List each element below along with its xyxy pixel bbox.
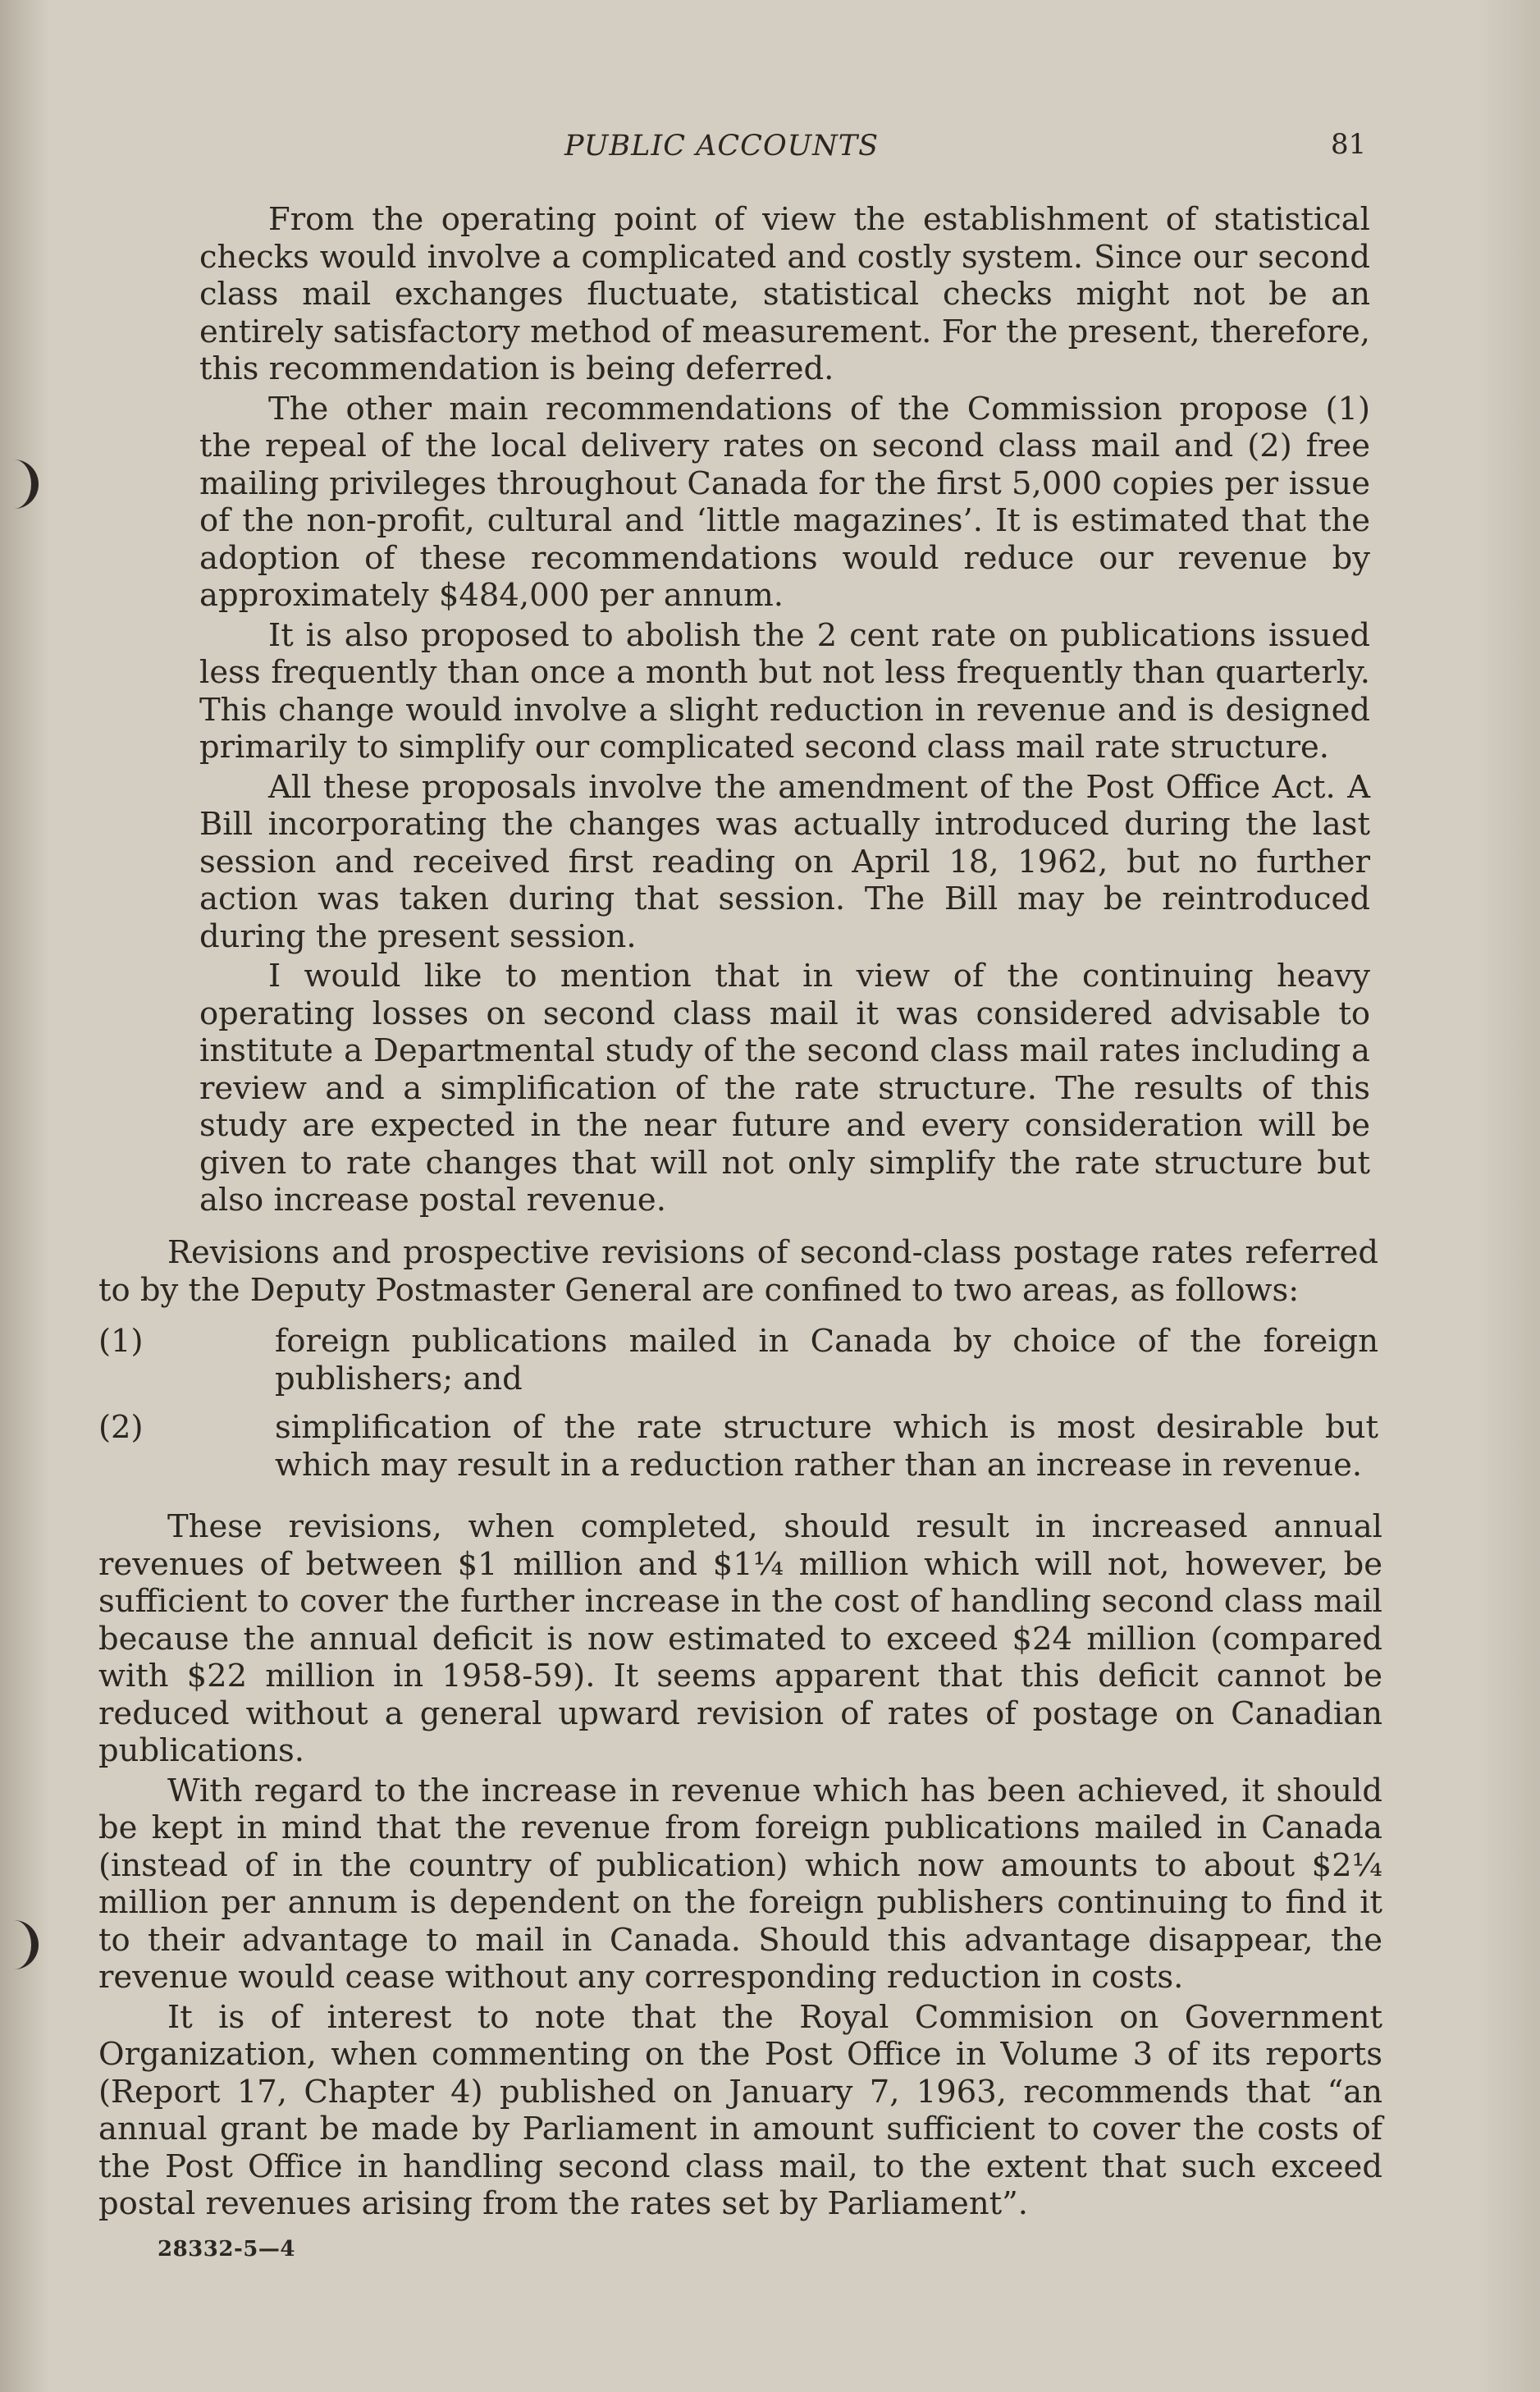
list-item-text: foreign publications mailed in Canada by choice of the foreign publishers; and [275,1323,1378,1397]
body-paragraph-3: It is of interest to note that the Royal Commision on Government Organization, when commenting on the Post Office in Volume 3 of its reports (Report 17, Chapter 4) published on January 7, 1963, recommends that “an annual grant be made by Parliament in amount sufficient to cover the costs of the Post Office in handling second class mail, to the extent that such exceed postal revenues arising from the rates set by Parliament”. [98,1998,1382,2222]
footer-print-code: 28332-5—4 [158,2237,295,2262]
list-item [98,1409,1378,1484]
quoted-paragraph-2: The other main recommendations of the Commission propose (1) the repeal of the local delivery rates on second class mail and (2) free mailing privileges throughout Canada for the first 5,000 copies per issue of the non-profit, cultural and ‘little magazines’. It is estimated that the adoption of these recommendations would reduce our revenue by approximately $484,000 per annum. [199,390,1370,614]
intro-paragraph-block [98,1234,1378,1309]
body-text [98,1508,1382,2223]
margin-mark-top [10,460,39,509]
quoted-statement [199,201,1370,1219]
quoted-paragraph-3: It is also proposed to abolish the 2 cent rate on publications issued less frequently than once a month but not less frequently than quarterly. This change would involve a slight reduction in revenue and is designed primarily to simplify our complicated second class mail rate structure. [199,616,1370,766]
running-title: PUBLIC ACCOUNTS [564,130,880,162]
quoted-paragraph-5: I would like to mention that in view of the continuing heavy operating losses on second class mail it was considered advisable to institute a Departmental study of the second class mail rates including a review and a simplification of the rate structure. The results of this study are expected in the near future and every consideration will be given to rate changes that will not only simplify the rate structure but also increase postal revenue. [199,958,1370,1219]
numbered-list [98,1323,1378,1495]
list-item-text: simplification of the rate structure which is most desirable but which may result in a reduction rather than an increase in revenue. [275,1409,1378,1484]
list-item-number: (2) [98,1409,144,1446]
quoted-paragraph-4: All these proposals involve the amendment of the Post Office Act. A Bill incorporating the changes was actually introduced during the last session and received first reading on April 18, 1962, but no further action was taken during that session. The Bill may be reintroduced during the present session. [199,768,1370,955]
list-item-number: (1) [98,1323,144,1360]
margin-mark-bottom [10,1920,39,1969]
intro-paragraph: Revisions and prospective revisions of second-class postage rates referred to by the Deputy Postmaster General are confined to two areas, as follows: [98,1234,1378,1309]
body-paragraph-2: With regard to the increase in revenue which has been achieved, it should be kept in mind that the revenue from foreign publications mailed in Canada (instead of in the country of publication) which now amounts to about $2¼ million per annum is dependent on the foreign publishers continuing to find it to their advantage to mail in Canada. Should this advantage disappear, the revenue would cease without any corresponding reduction in costs. [98,1772,1382,1996]
page-header [0,130,1540,171]
quoted-paragraph-1: From the operating point of view the establishment of statistical checks would involve a complicated and costly system. Since our second class mail exchanges fluctuate, statistical checks might not be an entirely satisfactory method of measurement. For the present, therefore, this recommendation is being deferred. [199,201,1370,387]
page-number: 81 [1331,128,1367,161]
body-paragraph-1: These revisions, when completed, should result in increased annual revenues of between $1 million and $1¼ million which will not, however, be sufficient to cover the further increase in the cost of handling second class mail because the annual deficit is now estimated to exceed $24 million (compared with $22 million in 1958-59). It seems apparent that this deficit cannot be reduced without a general upward revision of rates of postage on Canadian publications. [98,1508,1382,1769]
list-item [98,1323,1378,1397]
